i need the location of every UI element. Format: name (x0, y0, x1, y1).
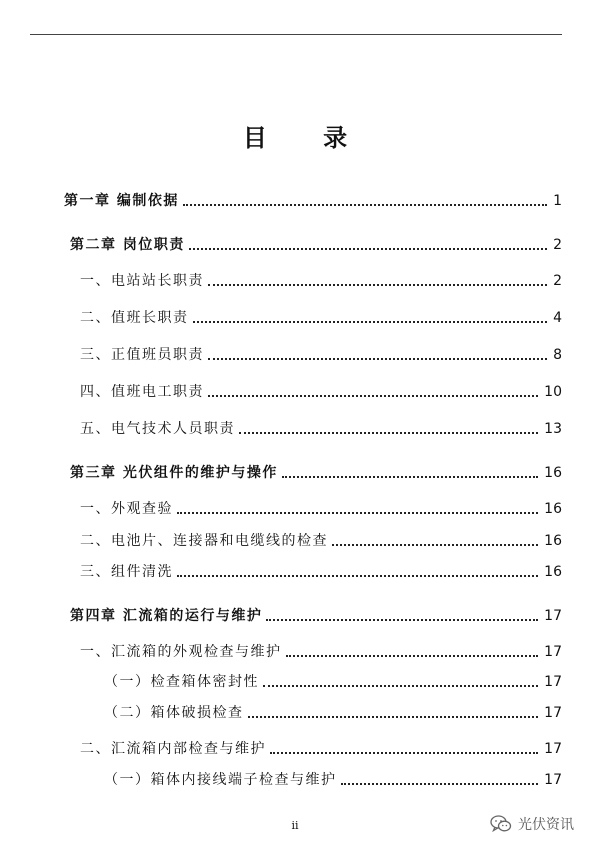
toc-entry-label: 二、电池片、连接器和电缆线的检查 (80, 533, 328, 549)
toc-entry[interactable] (80, 381, 562, 403)
toc-entry[interactable] (80, 344, 562, 366)
watermark (490, 814, 574, 834)
toc-entry-page: 2 (553, 273, 562, 289)
toc-entry[interactable] (104, 769, 562, 791)
toc-dot-leader (177, 512, 538, 514)
toc-entry-page: 8 (553, 347, 562, 363)
toc-dot-leader (286, 655, 539, 657)
toc-entry[interactable] (80, 270, 562, 292)
toc-entry[interactable] (80, 561, 562, 583)
toc-entry-label: （一）箱体内接线端子检查与维护 (104, 772, 337, 788)
toc-entry-page: 17 (544, 741, 562, 757)
watermark-text: 光伏资讯 (518, 817, 574, 833)
toc-entry[interactable] (80, 738, 562, 760)
toc-dot-leader (239, 432, 538, 434)
toc-entry-page: 16 (544, 533, 562, 549)
toc-entry-label: 一、汇流箱的外观检查与维护 (80, 644, 282, 660)
toc-dot-leader (183, 204, 547, 206)
toc-entry-label: 二、汇流箱内部检查与维护 (80, 741, 266, 757)
toc-dot-leader (177, 575, 538, 577)
toc-entry-label: 四、值班电工职责 (80, 384, 204, 400)
toc-entry-label: 一、外观查验 (80, 501, 173, 517)
toc-entry-page: 1 (553, 193, 562, 209)
toc-entry-page: 17 (544, 644, 562, 660)
toc-entry-page: 16 (544, 501, 562, 517)
toc-entry-label: 第一章 编制依据 (64, 193, 179, 209)
toc-entry-page: 17 (544, 608, 562, 624)
toc-entry[interactable] (70, 234, 562, 256)
toc-entry-label: 五、电气技术人员职责 (80, 421, 235, 437)
toc-entry-page: 10 (544, 384, 562, 400)
wechat-icon (490, 815, 512, 833)
toc-dot-leader (263, 685, 538, 687)
toc-entry-page: 13 (544, 421, 562, 437)
toc-entry[interactable] (80, 530, 562, 552)
toc-dot-leader (332, 544, 538, 546)
toc-entry[interactable] (80, 498, 562, 520)
toc-dot-leader (270, 752, 538, 754)
toc-dot-leader (341, 783, 539, 785)
toc-entry-label: 三、组件清洗 (80, 564, 173, 580)
toc-entry-page: 17 (544, 772, 562, 788)
toc-entry-page: 4 (553, 310, 562, 326)
toc-entry-label: 第二章 岗位职责 (70, 237, 185, 253)
toc-entry-label: 第三章 光伏组件的维护与操作 (70, 465, 278, 481)
toc-entry[interactable] (104, 702, 562, 724)
toc-entry-label: 二、值班长职责 (80, 310, 189, 326)
toc-entry[interactable] (80, 641, 562, 663)
toc-dot-leader (282, 476, 538, 478)
toc-entry-label: （一）检查箱体密封性 (104, 674, 259, 690)
toc-entry-label: 第四章 汇流箱的运行与维护 (70, 608, 263, 624)
toc-entry[interactable] (70, 462, 562, 484)
toc-entry-page: 2 (553, 237, 562, 253)
toc-dot-leader (208, 395, 538, 397)
toc-dot-leader (208, 358, 547, 360)
toc-entry[interactable] (80, 418, 562, 440)
toc-dot-leader (266, 619, 538, 621)
toc-entry-page: 16 (544, 564, 562, 580)
page-title: 目 录 (242, 124, 372, 152)
toc-entry-page: 17 (544, 705, 562, 721)
toc-dot-leader (208, 284, 547, 286)
toc-entry-label: 一、电站站长职责 (80, 273, 204, 289)
toc-entry[interactable] (64, 190, 562, 212)
toc-dot-leader (248, 716, 539, 718)
footer-page-number: ii (291, 819, 299, 832)
toc-entry[interactable] (104, 671, 562, 693)
toc-entry[interactable] (80, 307, 562, 329)
toc-entry-page: 17 (544, 674, 562, 690)
toc-entry[interactable] (70, 605, 562, 627)
toc-entry-page: 16 (544, 465, 562, 481)
toc-entry-label: 三、正值班员职责 (80, 347, 204, 363)
toc-dot-leader (189, 248, 547, 250)
toc-dot-leader (193, 321, 548, 323)
toc-entry-label: （二）箱体破损检查 (104, 705, 244, 721)
